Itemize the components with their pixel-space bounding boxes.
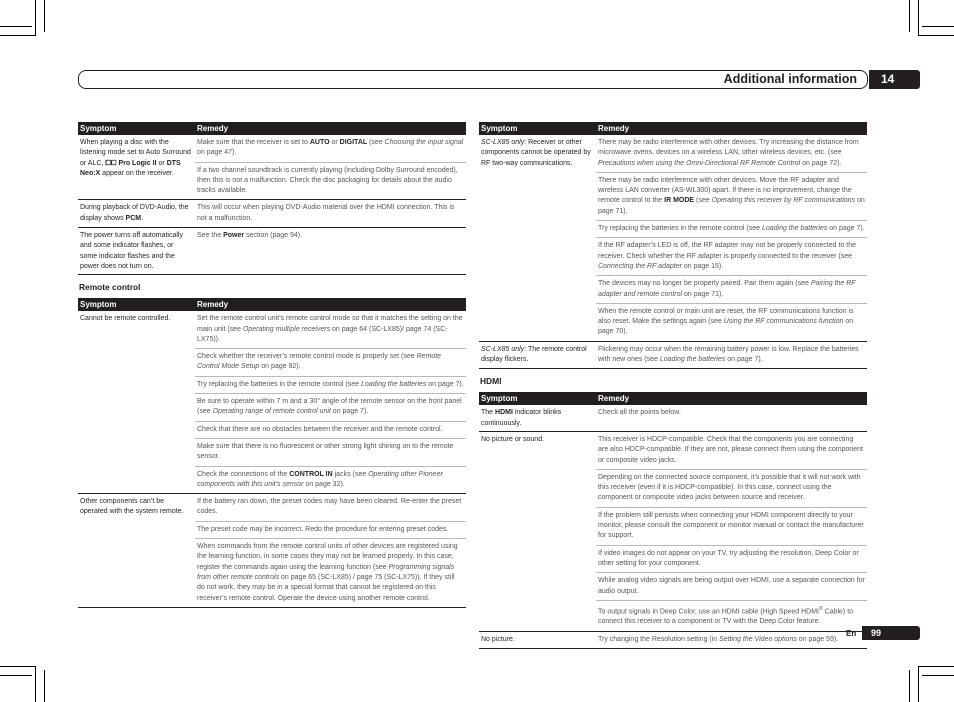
remedy-cell (596, 341, 867, 369)
text-run: HDMI (495, 409, 513, 417)
remedy-item (596, 546, 867, 574)
right-column (479, 122, 867, 649)
table-row (479, 405, 867, 431)
crop-mark (44, 0, 45, 32)
remedy-item (195, 228, 466, 244)
text-run: To output signals in Deep Color, use an HDMI cable (High Speed HDMI (598, 608, 819, 616)
text-run: DIGITAL (339, 139, 368, 146)
text-run: jacks (see (332, 470, 369, 478)
text-run: on page 59). (796, 635, 839, 643)
text-run: Check all the points below. (598, 409, 681, 417)
text-run: If a two channel soundtrack is currently playing (including Dolby Surround encoded), then this is not a malfunction. Check the disc packaging for details about the audio tracks available. (197, 166, 458, 195)
text-run: The (481, 409, 496, 417)
table (78, 122, 466, 275)
text-run: on page 47). (197, 149, 237, 157)
text-run: See the (197, 232, 224, 240)
table (78, 298, 466, 608)
table-header-row (479, 122, 867, 135)
text-run: on page 64 (SC-LX85)/ page 74 (SC-LX75)). (197, 325, 448, 343)
table (479, 122, 867, 369)
text-run: Loading the batteries (360, 380, 427, 388)
text-run: or (329, 139, 340, 146)
remedy-item (596, 508, 867, 546)
remedy-item (195, 522, 466, 539)
text-run: on page 70). (598, 318, 854, 336)
text-run: If the battery ran down, the preset codes may have been cleared. Re-enter the preset codes. (197, 498, 462, 516)
text-run: SC-LX85 only (481, 345, 525, 353)
text-run: on page 32). (303, 480, 345, 488)
chapter-badge: 14 (869, 70, 920, 89)
text-run: While analog video signals are being output over HDMI, use a separate connection for audio output. (598, 577, 865, 595)
crop-mark (918, 0, 919, 36)
text-run: on page 7). (725, 356, 763, 364)
text-run: If the problem still persists when connecting your HDMI component directly to your monitor, please consult the component or monitor manual or contact the manufacturer for support. (598, 511, 864, 540)
symptom-cell (78, 494, 195, 608)
text-run: Try replacing the batteries in the remote control (see (197, 380, 361, 388)
text-run: Be sure to operate within 7 m and a 30° angle of the remote sensor on the front panel (see (197, 398, 462, 416)
text-run: on page 92). (259, 363, 301, 371)
text-run: SC-LX85 only (481, 139, 525, 146)
text-run: CONTROL IN (289, 470, 333, 478)
remedy-item (596, 601, 867, 631)
remedy-item (596, 405, 867, 421)
text-run: Connecting the RF adapter (598, 262, 682, 270)
text-run: This will occur when playing DVD-Audio material over the HDMI connection. This is not a malfunction. (197, 204, 455, 222)
text-run: Cable) to connect this receiver to a component or TV with the Deep Color feature. (598, 608, 854, 626)
text-run: Check the connections of the (197, 470, 290, 478)
troubleshooting-table-remote-control (78, 298, 466, 608)
remedy-cell (596, 405, 867, 431)
crop-mark (44, 670, 45, 702)
crop-mark (0, 35, 36, 36)
table-row (479, 341, 867, 369)
text-run: The preset code may be incorrect. Redo the procedure for entering preset codes. (197, 525, 449, 533)
remedy-item (596, 221, 867, 238)
text-run: During playback of DVD-Audio, the display shows (80, 204, 189, 222)
symptom-cell (479, 431, 596, 631)
text-run: : The remote control display flickers. (481, 345, 587, 364)
text-run: When commands from the remote control units of other devices are registered using the learning function, in some cases they may not be learned properly. In this case, register the commands again using the learning function (see (197, 543, 458, 571)
text-run: Set the remote control unit’s remote control mode so that it matches the setting on the main unit (see (197, 315, 463, 333)
text-run: Check that there are no obstacles between the receiver and the remote control. (197, 425, 443, 433)
table-row (78, 228, 466, 275)
column-header-remedy: Remedy (596, 122, 867, 135)
text-run: Check whether the receiver’s remote control mode is properly set (see (197, 353, 417, 361)
text-run: on page 7). (426, 380, 464, 388)
text-run: No picture. (481, 635, 515, 643)
remedy-item (596, 173, 867, 221)
crop-mark (918, 666, 919, 702)
text-run: ⧠⧠ Pro Logic II (105, 159, 157, 167)
table-header-row (78, 298, 466, 311)
remedy-cell (195, 494, 466, 608)
remedy-item (596, 432, 867, 470)
symptom-cell (78, 228, 195, 275)
table-row (479, 135, 867, 341)
symptom-cell (479, 341, 596, 369)
text-run: If the RF adapter’s LED is off, the RF adapter may not be properly connected to the receiver. Check whether the RF adapter is properly connected to the receiver (see (598, 242, 856, 260)
table-row (479, 431, 867, 631)
remedy-item (596, 238, 867, 276)
text-run: Remote Control Mode Setup (197, 353, 442, 371)
language-label: En (846, 629, 857, 638)
text-run: Operating other Pioneer components with this unit’s sensor (197, 470, 443, 488)
text-run: (see (367, 139, 385, 146)
text-run: Using the RF communications function (723, 318, 844, 326)
text-run: Setting the Video options (719, 635, 797, 643)
remedy-item (195, 135, 466, 163)
text-run: No picture or sound. (481, 435, 545, 443)
text-run: Programming signals from other remote controls (197, 563, 455, 581)
section-title-hdmi: HDMI (480, 376, 502, 387)
remedy-item (195, 311, 466, 349)
left-column (78, 122, 466, 608)
remedy-item (596, 573, 867, 601)
table-row (479, 631, 867, 648)
remedy-item (596, 632, 867, 648)
text-run: There may be radio interference with other devices. Move the RF adapter and wireless LAN converter (AS-WL300) apart. If there is no improvement, change the remote control to the (598, 176, 852, 205)
remedy-item (195, 163, 466, 200)
remedy-cell (596, 135, 867, 341)
text-run: on page 7). (827, 225, 865, 233)
remedy-cell (596, 631, 867, 648)
troubleshooting-table-rf (479, 122, 867, 369)
text-run: The devices may no longer be properly paired. Pair them again (see (598, 280, 811, 288)
symptom-cell (78, 311, 195, 493)
column-header-remedy: Remedy (195, 122, 466, 135)
table-row (78, 200, 466, 228)
crop-mark (909, 670, 910, 702)
text-run: There may be radio interference with other devices. Try increasing the distance from microwave ovens, devices on a wireless LAN, other wireless devices, etc. (see (598, 139, 859, 157)
page-number: 99 (862, 626, 920, 640)
section-title-remote-control: Remote control (79, 282, 141, 293)
text-run: ® (819, 605, 823, 612)
remedy-item (596, 470, 867, 508)
crop-mark (922, 26, 954, 27)
text-run: Precautions when using the Omni-Directional RF Remote Control (598, 159, 801, 167)
text-run: Loading the batteries (659, 356, 726, 364)
text-run: Make sure that there is no fluorescent or other strong light shining on to the remote sensor. (197, 442, 454, 461)
remedy-cell (195, 200, 466, 228)
troubleshooting-table-general (78, 122, 466, 275)
remedy-item (596, 342, 867, 369)
text-run: Other components can’t be operated with the system remote. (80, 498, 184, 516)
remedy-item (195, 377, 466, 394)
remedy-item (195, 439, 466, 467)
column-header-symptom: Symptom (479, 122, 596, 135)
crop-mark (35, 0, 36, 36)
table-row (78, 494, 466, 608)
remedy-item (195, 494, 466, 522)
crop-mark (35, 666, 36, 702)
text-run: (see (694, 197, 712, 205)
remedy-item (195, 422, 466, 439)
section-header (78, 70, 868, 89)
remedy-item (195, 467, 466, 494)
crop-mark (918, 666, 954, 667)
text-run: PCM (125, 214, 142, 222)
crop-mark (0, 666, 36, 667)
remedy-item (195, 394, 466, 422)
crop-mark (918, 35, 954, 36)
symptom-cell (78, 200, 195, 228)
crop-mark (922, 675, 954, 676)
text-run: on page 71). (598, 197, 865, 215)
text-run: Make sure that the receiver is set to (197, 139, 310, 146)
text-run: AUTO (309, 139, 330, 146)
remedy-item (195, 200, 466, 227)
text-run: Try changing the Resolution setting (in (598, 635, 720, 643)
text-run: on page 72). (800, 159, 842, 167)
text-run: : Receiver or other components cannot be operated by RF two-way communications. (481, 139, 591, 167)
text-run: Power (223, 232, 245, 240)
remedy-item (596, 304, 867, 341)
crop-mark (909, 0, 910, 32)
table-header-row (78, 122, 466, 135)
text-run: Try replacing the batteries in the remote control (see (598, 225, 762, 233)
column-header-symptom: Symptom (78, 298, 195, 311)
column-header-remedy: Remedy (596, 392, 867, 405)
remedy-item (596, 276, 867, 304)
text-run: When playing a disc with the listening mode set to Auto Surround or ALC, (80, 139, 191, 167)
symptom-cell (479, 135, 596, 341)
remedy-item (195, 349, 466, 377)
text-run: on page 15). (681, 262, 724, 270)
symptom-cell (479, 631, 596, 648)
crop-mark (0, 26, 32, 27)
text-run: Depending on the connected source component, it’s possible that it will not work with this receiver (even if it is HDCP-compatible). In this case, connect using the component or composite video jacks between source and receiver. (598, 473, 861, 502)
remedy-cell (195, 228, 466, 275)
text-run: on page 71). (682, 290, 724, 298)
remedy-item (195, 539, 466, 607)
text-run: or (156, 159, 167, 167)
text-run: section (page 94). (244, 232, 303, 240)
table-header-row (479, 392, 867, 405)
text-run: DTS Neo:X (80, 159, 181, 177)
text-run: indicator blinks continuously. (481, 409, 562, 427)
text-run: Operating this receiver by RF communications (711, 197, 856, 205)
text-run: appear on the receiver. (100, 169, 174, 177)
troubleshooting-table-hdmi (479, 392, 867, 649)
remedy-cell (195, 311, 466, 493)
text-run: Flickering may occur when the remaining battery power is low. Replace the batteries with new ones (see (598, 345, 859, 364)
text-run: on page 65 (SC-LX85) / page 75 (SC-LX75)). If they still do not work, they may be in a special format that cannot be registered on this receiver’s remote control. Operate the device using another remote control. (197, 573, 455, 602)
text-run: Cannot be remote controlled. (80, 315, 171, 323)
table-row (78, 135, 466, 200)
text-run: IR MODE (664, 197, 695, 205)
column-header-remedy: Remedy (195, 298, 466, 311)
column-header-symptom: Symptom (479, 392, 596, 405)
text-run: . (141, 214, 144, 222)
table (479, 392, 867, 649)
text-run: Choosing the input signal (384, 139, 464, 146)
symptom-cell (479, 405, 596, 431)
text-run: This receiver is HDCP-compatible. Check that the components you are connecting are also HDCP-compatible. If they are not, please connect them using the component or composite video jacks. (598, 435, 863, 464)
text-run: on page 7). (330, 408, 369, 416)
remedy-item (596, 135, 867, 173)
text-run: The power turns off automatically and some indicator flashes, or some indicator flashes and the power does not turn on. (80, 232, 183, 270)
table-row (78, 311, 466, 493)
page-title: Additional information (723, 72, 857, 86)
text-run: When the remote control or main unit are reset, the RF communications function is also reset. Make the settings again (see (598, 307, 854, 326)
remedy-cell (195, 135, 466, 200)
text-run: Loading the batteries (761, 225, 828, 233)
text-run: Operating multiple receivers (242, 325, 331, 333)
symptom-cell (78, 135, 195, 200)
column-header-symptom: Symptom (78, 122, 195, 135)
text-run: Operating range of remote control unit (212, 408, 331, 416)
text-run: If video images do not appear on your TV, try adjusting the resolution, Deep Color or other setting for your component. (598, 549, 859, 567)
text-run: Pairing the RF adapter and remote control (598, 280, 856, 298)
crop-mark (0, 675, 32, 676)
remedy-cell (596, 431, 867, 631)
